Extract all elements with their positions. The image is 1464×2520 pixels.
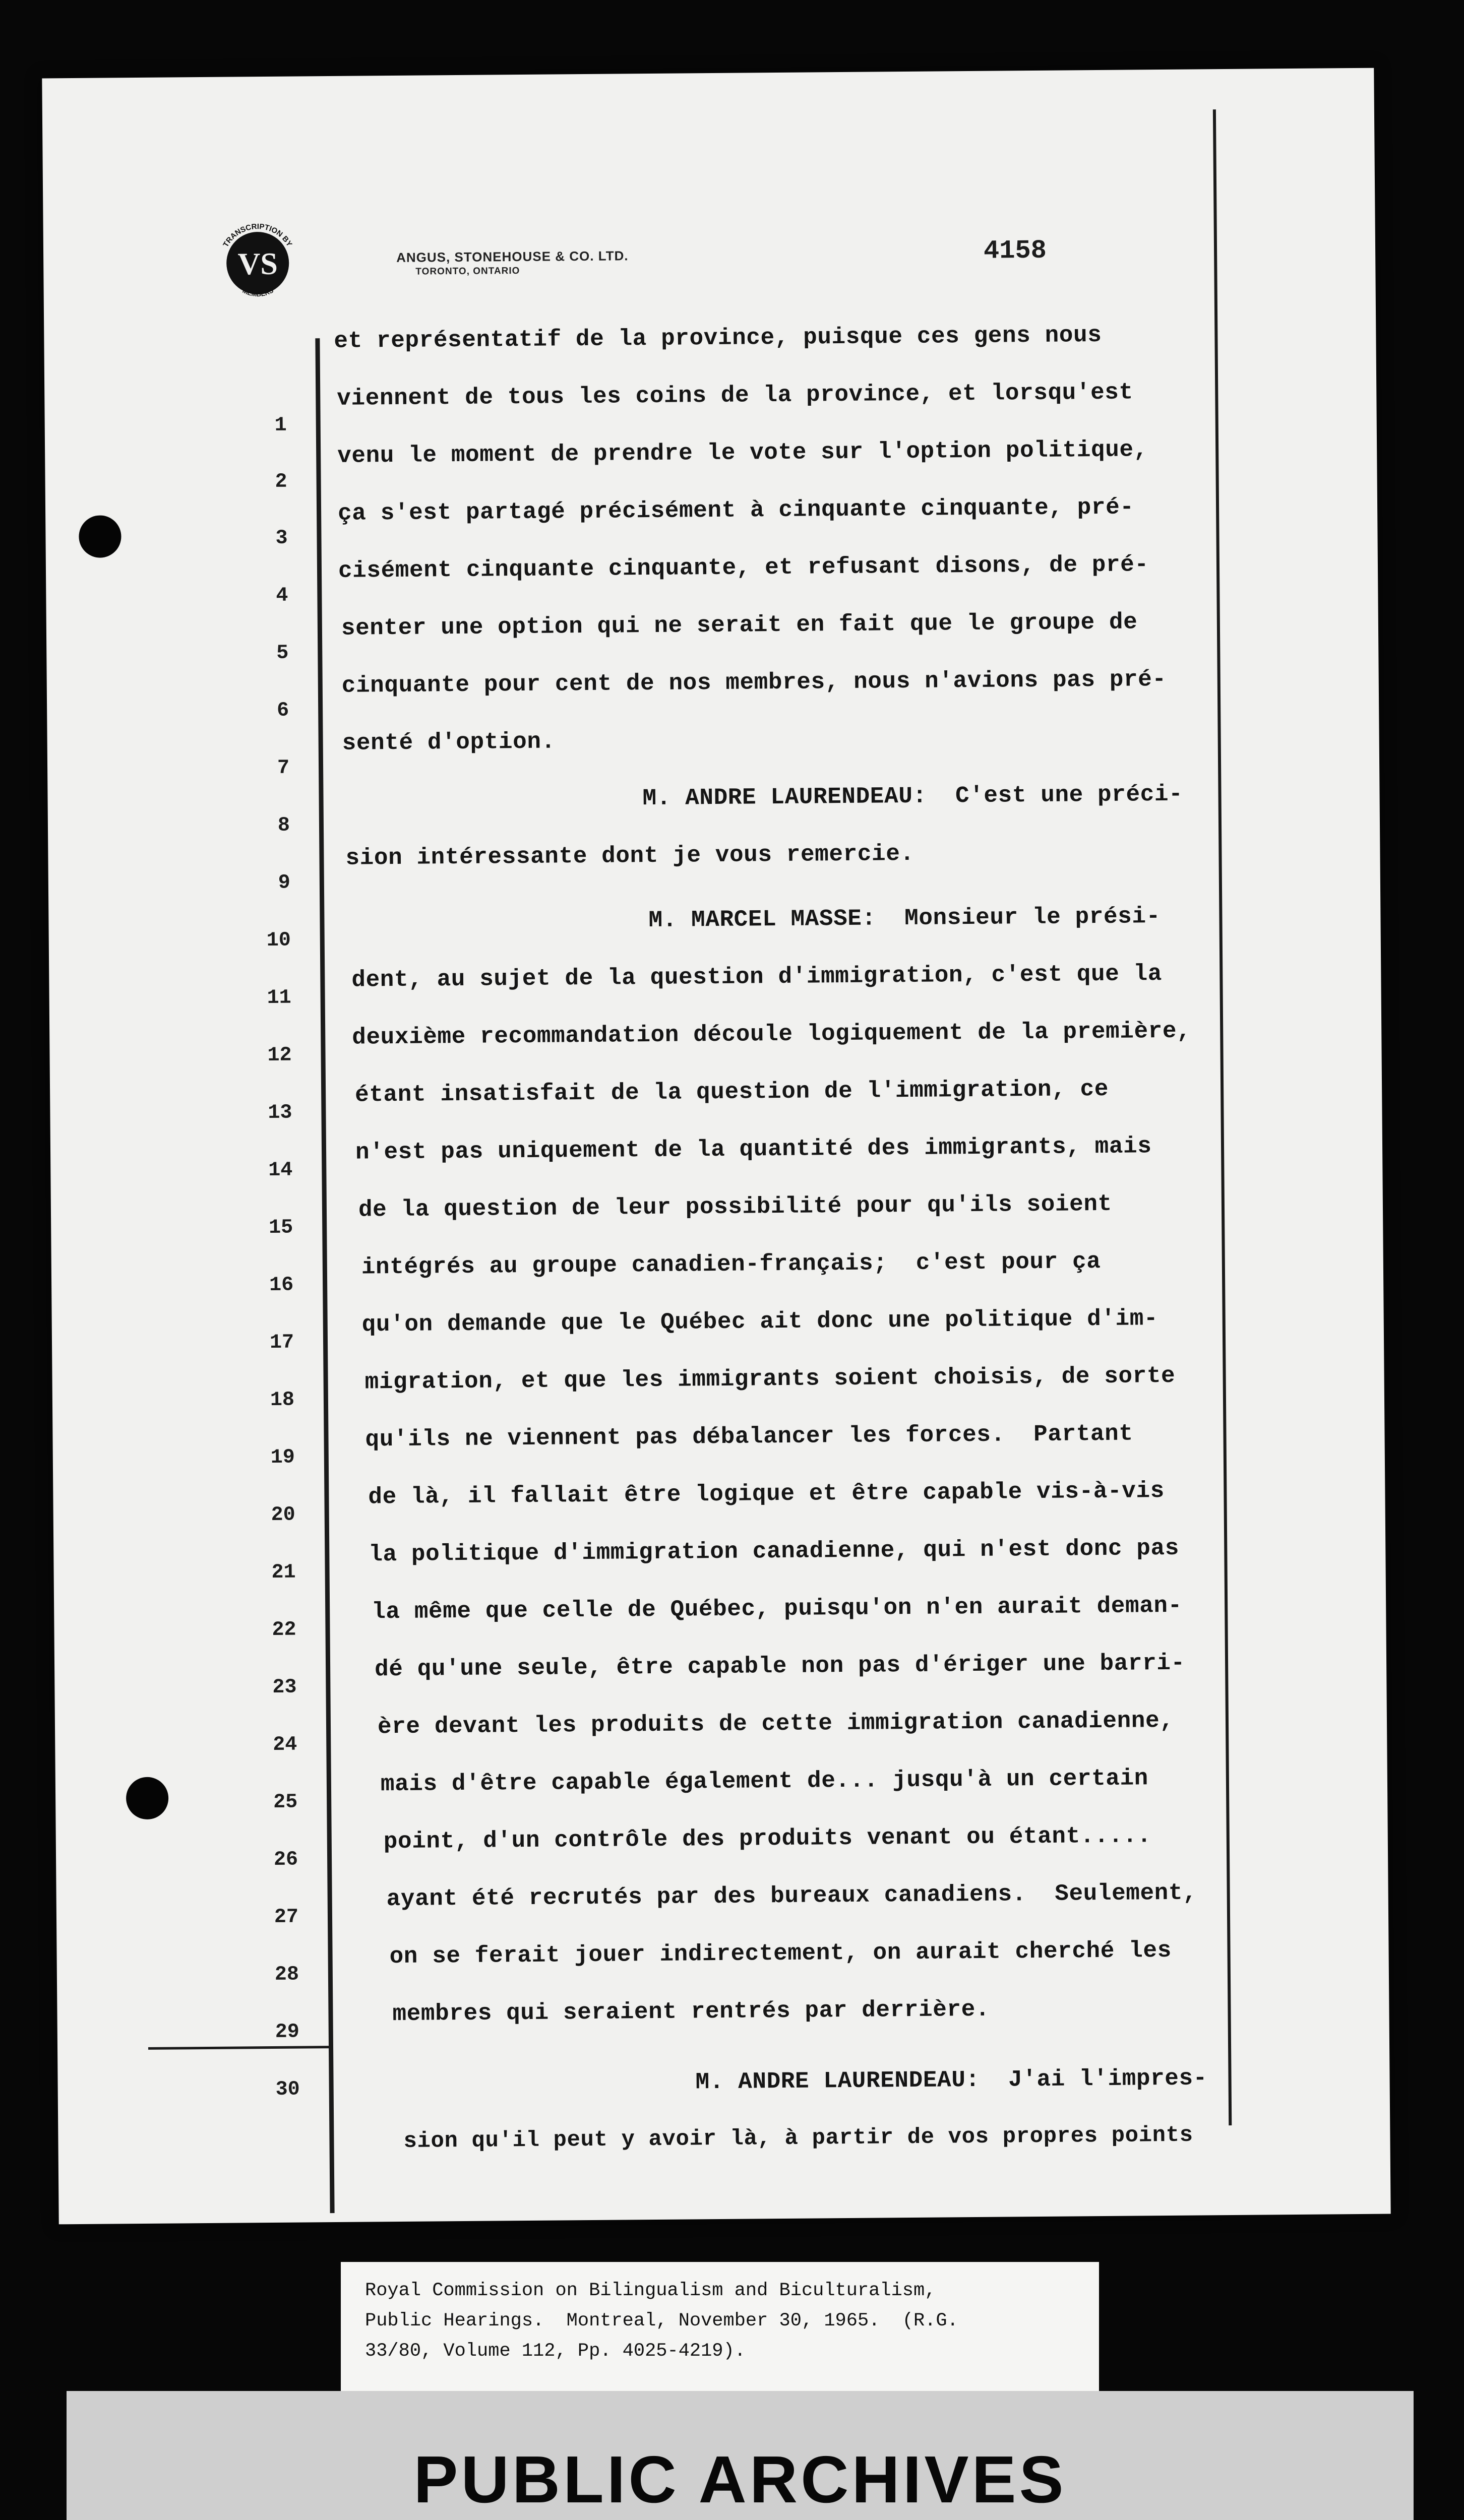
citation-line-1: Royal Commission on Bilingualism and Biculturalism, xyxy=(365,2280,936,2301)
citation-line-2: Public Hearings. Montreal, November 30, 1965. (R.G. xyxy=(365,2310,958,2332)
letterhead xyxy=(396,247,629,278)
transcript-line: et représentatif de la province, puisque ces gens nous xyxy=(334,322,1102,354)
right-margin-rule xyxy=(1213,109,1232,2125)
line-number: 22 xyxy=(272,1618,296,1642)
line-number: 26 xyxy=(273,1848,298,1871)
line-number: 9 xyxy=(278,871,291,895)
transcript-line: mais d'être capable également de... jusqu'à un certain xyxy=(380,1765,1149,1798)
transcript-line: migration, et que les immigrants soient choisis, de sorte xyxy=(364,1362,1176,1396)
line-number: 6 xyxy=(276,699,289,722)
transcript-line: membres qui seraient rentrés par derrière. xyxy=(392,1996,990,2028)
transcript-line: sion intéressante dont je vous remercie. xyxy=(345,840,914,871)
line-number: 30 xyxy=(275,2078,300,2101)
archive-stamp xyxy=(67,2391,1414,2520)
transcript-line: ayant été recrutés par des bureaux canadiens. Seulement, xyxy=(386,1879,1197,1913)
line-number: 12 xyxy=(267,1044,292,1067)
transcript-line: venu le moment de prendre le vote sur l'option politique, xyxy=(337,436,1148,469)
citation-line-3: 33/80, Volume 112, Pp. 4025-4219). xyxy=(365,2341,746,2362)
transcript-line: ça s'est partagé précisément à cinquante cinquante, pré- xyxy=(337,494,1134,527)
line-number: 4 xyxy=(276,584,288,607)
transcript-line: la politique d'immigration canadienne, qui n'est donc pas xyxy=(369,1535,1180,1568)
transcript-line: deuxième recommandation découle logiquement de la première, xyxy=(352,1018,1191,1051)
line-number: 3 xyxy=(275,527,288,550)
punch-hole-bottom xyxy=(126,1777,169,1820)
line-number: 8 xyxy=(277,814,290,837)
transcript-line: n'est pas uniquement de la quantité des immigrants, mais xyxy=(355,1133,1152,1166)
transcript-line: ère devant les produits de cette immigration canadienne, xyxy=(377,1707,1174,1740)
transcript-line: viennent de tous les coins de la province, et lorsqu'est xyxy=(337,379,1133,412)
line-number: 16 xyxy=(269,1274,294,1297)
bottom-rule xyxy=(148,2046,330,2050)
citation-label xyxy=(341,2262,1099,2394)
transcript-page xyxy=(42,68,1390,2225)
speaker-line: M. ANDRE LAURENDEAU: J'ai l'impres- xyxy=(695,2065,1208,2096)
line-number: 18 xyxy=(270,1389,295,1412)
company-name: ANGUS, STONEHOUSE & CO. LTD. xyxy=(396,248,629,265)
company-city: TORONTO, ONTARIO xyxy=(415,265,520,277)
line-number: 23 xyxy=(272,1676,297,1699)
line-number: 25 xyxy=(273,1791,298,1814)
line-number: 2 xyxy=(275,470,287,493)
line-number: 20 xyxy=(271,1503,295,1527)
punch-hole-top xyxy=(79,515,121,558)
transcript-line: étant insatisfait de la question de l'immigration, ce xyxy=(354,1076,1109,1108)
line-number: 17 xyxy=(269,1331,294,1354)
speaker-line: M. ANDRE LAURENDEAU: C'est une préci- xyxy=(642,781,1183,812)
archive-title-en: PUBLIC ARCHIVES xyxy=(413,2442,1067,2516)
transcript-line: dé qu'une seule, être capable non pas d'ériger une barri- xyxy=(374,1650,1185,1683)
line-number: 13 xyxy=(268,1101,292,1124)
page-number: 4158 xyxy=(983,235,1047,266)
transcript-line: sion qu'il peut y avoir là, à partir de vos propres points xyxy=(403,2122,1193,2154)
line-number: 28 xyxy=(274,1963,299,1986)
line-number: 1 xyxy=(274,414,287,437)
line-number: 27 xyxy=(274,1906,299,1929)
line-number: 21 xyxy=(271,1561,296,1584)
line-number: 5 xyxy=(276,642,289,665)
transcript-line: dent, au sujet de la question d'immigration, c'est que la xyxy=(351,961,1163,993)
transcript-line: point, d'un contrôle des produits venant ou étant..... xyxy=(383,1822,1152,1855)
svg-text:TRANSCRIPTION BY: TRANSCRIPTION BY xyxy=(221,222,294,249)
transcript-line: cisément cinquante cinquante, et refusant disons, de pré- xyxy=(338,551,1149,584)
transcript-line: de la question de leur possibilité pour qu'ils soient xyxy=(358,1190,1112,1223)
line-number: 19 xyxy=(270,1446,295,1469)
transcript-line: cinquante pour cent de nos membres, nous n'avions pas pré- xyxy=(341,666,1167,699)
speaker-line: M. MARCEL MASSE: Monsieur le prési- xyxy=(648,903,1161,934)
line-number: 7 xyxy=(277,757,290,780)
company-seal-logo xyxy=(212,217,303,308)
transcript-line: senter une option qui ne serait en fait que le groupe de xyxy=(341,609,1138,642)
transcript-line: qu'on demande que le Québec ait donc une politique d'im- xyxy=(361,1305,1158,1338)
transcript-line: senté d'option. xyxy=(342,728,556,757)
line-number: 11 xyxy=(267,986,291,1010)
line-number: 24 xyxy=(273,1733,297,1756)
transcript-line: qu'ils ne viennent pas débalancer les forces. Partant xyxy=(365,1420,1133,1453)
line-number: 14 xyxy=(268,1159,293,1182)
transcript-line: de là, il fallait être logique et être capable vis-à-vis xyxy=(368,1478,1165,1510)
transcript-line: la même que celle de Québec, puisqu'on n'en aurait deman- xyxy=(372,1592,1183,1625)
transcript-line: on se ferait jouer indirectement, on aurait cherché les xyxy=(389,1937,1172,1970)
line-number: 29 xyxy=(275,2021,299,2044)
line-number: 10 xyxy=(266,929,291,952)
transcript-line: intégrés au groupe canadien-français; c'est pour ça xyxy=(361,1248,1101,1281)
left-margin-rule xyxy=(315,338,334,2213)
svg-text:VS: VS xyxy=(237,246,278,282)
line-number: 15 xyxy=(269,1216,293,1239)
svg-text:MEMBERS: MEMBERS xyxy=(241,286,275,298)
